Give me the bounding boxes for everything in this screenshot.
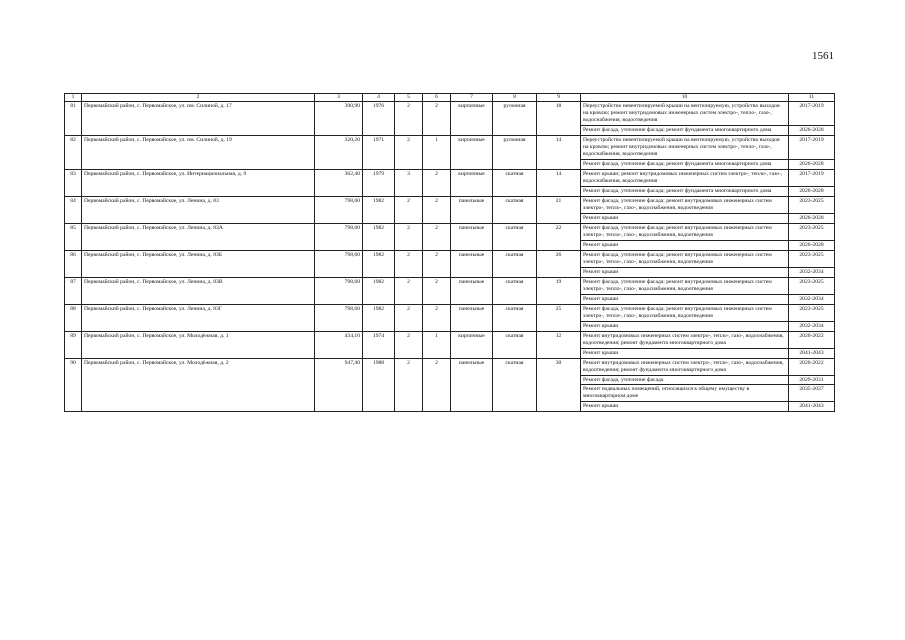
address-cell: Первомайский район, с. Первомайское, ул. им. Силиной, д. 17 [82, 101, 315, 135]
period-cell: 2035-2037 [789, 385, 835, 402]
address-cell: Первомайский район, с. Первомайское, ул. Ленина, д. 83Г [82, 304, 315, 331]
period-cell: 2026-2028 [789, 159, 835, 169]
row-number-cell: 87 [65, 277, 82, 304]
work-type-cell: Ремонт внутридомовых инженерных систем электро-, тепло-, газо-, водоснабжения, водоотведения; ремонт фундамента многоквартирного дома [581, 358, 789, 375]
row-number-cell: 82 [65, 135, 82, 169]
wall-material-cell: панельные [451, 358, 493, 412]
period-cell: 2026-2028 [789, 240, 835, 250]
entrances-cell: 2 [423, 196, 451, 223]
entrances-cell: 2 [423, 223, 451, 250]
period-cell: 2017-2019 [789, 135, 835, 159]
year-cell: 1976 [363, 101, 395, 135]
work-type-cell: Ремонт фасада, утепление фасада; ремонт внутридомовых инженерных систем электро-, тепло-, газо-, водоснабжения, водоотведения [581, 304, 789, 321]
count-cell: 30 [537, 358, 581, 412]
work-type-cell: Переустройство невентилируемой крыши на вентилируемую, устройство выходов на кровлю; ремонт внутридомовых инженерных систем электро-, тепло-, газо-, водоснабжения, водоотведения [581, 135, 789, 159]
entrances-cell: 2 [423, 277, 451, 304]
year-cell: 1982 [363, 304, 395, 331]
row-number-cell: 83 [65, 169, 82, 196]
work-type-cell: Ремонт крыши [581, 402, 789, 412]
work-type-cell: Ремонт фасада, утепление фасада; ремонт внутридомовых инженерных систем электро-, тепло-, газо-, водоснабжения, водоотведения [581, 223, 789, 240]
area-cell: 362,40 [315, 169, 363, 196]
work-type-cell: Ремонт крыши [581, 294, 789, 304]
floors-cell: 2 [395, 331, 423, 358]
work-type-cell: Переустройство невентилируемой крыши на вентилируемую, устройство выходов на кровлю; ремонт внутридомовых инженерных систем электро-, тепло-, газо-, водоснабжения, водоотведения [581, 101, 789, 125]
work-type-cell: Ремонт крыши [581, 240, 789, 250]
column-header: 5 [395, 94, 423, 102]
roof-type-cell: скатная [493, 304, 537, 331]
entrances-cell: 2 [423, 358, 451, 412]
period-cell: 2020-2022 [789, 358, 835, 375]
roof-type-cell: рулонная [493, 135, 537, 169]
wall-material-cell: кирпичные [451, 169, 493, 196]
count-cell: 19 [537, 277, 581, 304]
address-cell: Первомайский район, с. Первомайское, ул. Ленина, д. 83Б [82, 250, 315, 277]
period-cell: 2026-2028 [789, 125, 835, 135]
column-header: 7 [451, 94, 493, 102]
work-type-cell: Ремонт крыши [581, 213, 789, 223]
table-row [65, 304, 835, 321]
row-number-cell: 90 [65, 358, 82, 412]
work-type-cell: Ремонт фасада, утепление фасада; ремонт внутридомовых инженерных систем электро-, тепло-, газо-, водоснабжения, водоотведения [581, 250, 789, 267]
wall-material-cell: панельные [451, 223, 493, 250]
entrances-cell: 2 [423, 250, 451, 277]
period-cell: 2023-2025 [789, 277, 835, 294]
table-row [65, 196, 835, 213]
column-header: 10 [581, 94, 789, 102]
floors-cell: 2 [395, 135, 423, 169]
work-type-cell: Ремонт фасада, утепление фасада; ремонт внутридомовых инженерных систем электро-, тепло-, газо-, водоснабжения, водоотведения [581, 196, 789, 213]
work-type-cell: Ремонт крыши [581, 348, 789, 358]
year-cell: 1982 [363, 277, 395, 304]
column-header: 8 [493, 94, 537, 102]
table-body [65, 101, 835, 411]
work-type-cell: Ремонт фасада, утепление фасада; ремонт фундамента многоквартирного дома [581, 125, 789, 135]
period-cell: 2023-2025 [789, 250, 835, 267]
wall-material-cell: панельные [451, 250, 493, 277]
table-row [65, 101, 835, 125]
period-cell: 2017-2019 [789, 169, 835, 186]
area-cell: 798,60 [315, 223, 363, 250]
period-cell: 2041-2043 [789, 348, 835, 358]
row-number-cell: 89 [65, 331, 82, 358]
year-cell: 1988 [363, 358, 395, 412]
table-row [65, 358, 835, 375]
work-type-cell: Ремонт фасада, утепление фасада; ремонт фундамента многоквартирного дома [581, 186, 789, 196]
area-cell: 947,40 [315, 358, 363, 412]
period-cell: 2023-2025 [789, 196, 835, 213]
floors-cell: 2 [395, 250, 423, 277]
count-cell: 14 [537, 169, 581, 196]
entrances-cell: 2 [423, 101, 451, 135]
table-row [65, 135, 835, 159]
area-cell: 320,20 [315, 135, 363, 169]
area-cell: 434,10 [315, 331, 363, 358]
address-cell: Первомайский район, с. Первомайское, ул. им. Силиной, д. 19 [82, 135, 315, 169]
period-cell: 2026-2028 [789, 186, 835, 196]
row-number-cell: 86 [65, 250, 82, 277]
roof-type-cell: скатная [493, 331, 537, 358]
roof-type-cell: скатная [493, 196, 537, 223]
period-cell: 2032-2034 [789, 267, 835, 277]
area-cell: 798,60 [315, 196, 363, 223]
wall-material-cell: кирпичные [451, 331, 493, 358]
area-cell: 390,90 [315, 101, 363, 135]
column-number-row [65, 94, 835, 102]
year-cell: 1974 [363, 331, 395, 358]
period-cell: 2020-2022 [789, 331, 835, 348]
period-cell: 2041-2043 [789, 402, 835, 412]
count-cell: 25 [537, 304, 581, 331]
year-cell: 1982 [363, 223, 395, 250]
row-number-cell: 85 [65, 223, 82, 250]
count-cell: 21 [537, 196, 581, 223]
roof-type-cell: скатная [493, 223, 537, 250]
year-cell: 1982 [363, 196, 395, 223]
count-cell: 14 [537, 135, 581, 169]
floors-cell: 2 [395, 304, 423, 331]
count-cell: 18 [537, 101, 581, 135]
floors-cell: 2 [395, 101, 423, 135]
page-number: 1561 [812, 50, 834, 62]
work-type-cell: Ремонт крыши; ремонт внутридомовых инженерных систем электро-, тепло-, газо-, водоснабжения, водоотведения [581, 169, 789, 186]
column-header: 2 [82, 94, 315, 102]
column-header: 1 [65, 94, 82, 102]
column-header: 9 [537, 94, 581, 102]
housing-repair-table [64, 93, 835, 412]
wall-material-cell: панельные [451, 304, 493, 331]
row-number-cell: 84 [65, 196, 82, 223]
floors-cell: 2 [395, 277, 423, 304]
period-cell: 2032-2034 [789, 294, 835, 304]
area-cell: 798,60 [315, 277, 363, 304]
address-cell: Первомайский район, с. Первомайское, ул. Молодёжная, д. 2 [82, 358, 315, 412]
roof-type-cell: рулонная [493, 101, 537, 135]
work-type-cell: Ремонт фасада, утепление фасада; ремонт внутридомовых инженерных систем электро-, тепло-, газо-, водоснабжения, водоотведения [581, 277, 789, 294]
work-type-cell: Ремонт фасада, утепление фасада [581, 375, 789, 385]
period-cell: 2023-2025 [789, 304, 835, 321]
table-row [65, 250, 835, 267]
address-cell: Первомайский район, с. Первомайское, ул. Интернациональная, д. 9 [82, 169, 315, 196]
address-cell: Первомайский район, с. Первомайское, ул. Молодёжная, д. 1 [82, 331, 315, 358]
year-cell: 1982 [363, 250, 395, 277]
roof-type-cell: скатная [493, 358, 537, 412]
area-cell: 798,60 [315, 250, 363, 277]
work-type-cell: Ремонт крыши [581, 321, 789, 331]
count-cell: 12 [537, 331, 581, 358]
work-type-cell: Ремонт внутридомовых инженерных систем электро-, тепло-, газо-, водоснабжения, водоотведения; ремонт фундамента многоквартирного дома [581, 331, 789, 348]
table-row [65, 277, 835, 294]
wall-material-cell: панельные [451, 196, 493, 223]
roof-type-cell: скатная [493, 169, 537, 196]
wall-material-cell: кирпичные [451, 135, 493, 169]
floors-cell: 2 [395, 223, 423, 250]
address-cell: Первомайский район, с. Первомайское, ул. Ленина, д. 83В [82, 277, 315, 304]
period-cell: 2023-2025 [789, 223, 835, 240]
count-cell: 26 [537, 250, 581, 277]
work-type-cell: Ремонт фасада, утепление фасада; ремонт фундамента многоквартирного дома [581, 159, 789, 169]
column-header: 3 [315, 94, 363, 102]
roof-type-cell: скатная [493, 250, 537, 277]
work-type-cell: Ремонт крыши [581, 267, 789, 277]
column-header: 4 [363, 94, 395, 102]
period-cell: 2017-2019 [789, 101, 835, 125]
wall-material-cell: кирпичные [451, 101, 493, 135]
row-number-cell: 81 [65, 101, 82, 135]
address-cell: Первомайский район, с. Первомайское, ул. Ленина, д. 83А [82, 223, 315, 250]
year-cell: 1979 [363, 169, 395, 196]
year-cell: 1971 [363, 135, 395, 169]
floors-cell: 2 [395, 358, 423, 412]
period-cell: 2029-2031 [789, 375, 835, 385]
entrances-cell: 2 [423, 169, 451, 196]
roof-type-cell: скатная [493, 277, 537, 304]
floors-cell: 2 [395, 196, 423, 223]
column-header: 6 [423, 94, 451, 102]
count-cell: 22 [537, 223, 581, 250]
area-cell: 798,60 [315, 304, 363, 331]
floors-cell: 3 [395, 169, 423, 196]
column-header: 11 [789, 94, 835, 102]
period-cell: 2032-2034 [789, 321, 835, 331]
address-cell: Первомайский район, с. Первомайское, ул. Ленина, д. 83 [82, 196, 315, 223]
work-type-cell: Ремонт подвальных помещений, относящихся к общему имуществу в многоквартирном доме [581, 385, 789, 402]
entrances-cell: 1 [423, 135, 451, 169]
table-row [65, 169, 835, 186]
entrances-cell: 2 [423, 304, 451, 331]
wall-material-cell: панельные [451, 277, 493, 304]
table-row [65, 331, 835, 348]
period-cell: 2026-2028 [789, 213, 835, 223]
table-row [65, 223, 835, 240]
entrances-cell: 1 [423, 331, 451, 358]
row-number-cell: 88 [65, 304, 82, 331]
